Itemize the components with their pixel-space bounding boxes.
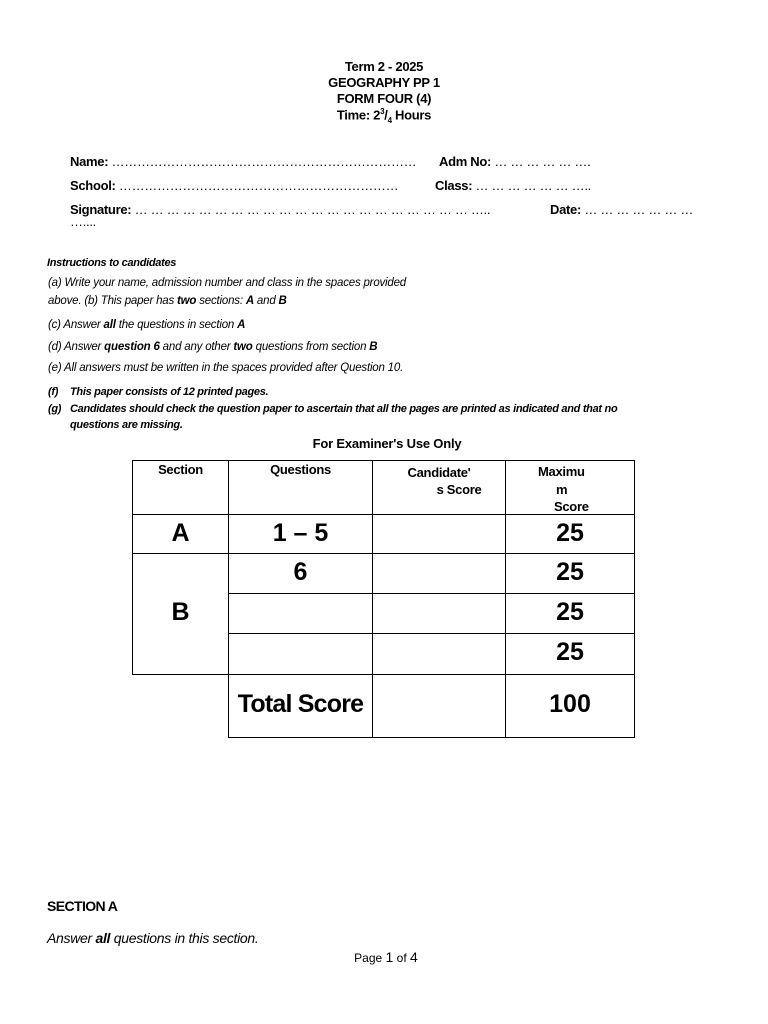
header-candidate-line1: Candidate' [407,465,471,480]
header-section: Section [158,462,203,477]
date-dots: … … … … … … … [581,202,694,217]
instruction-f-text: This paper consists of 12 printed pages. [70,386,269,398]
row-b-section: B [171,598,190,626]
examiner-table-title: For Examiner's Use Only [312,436,462,451]
exam-form: FORM FOUR (4) [336,91,432,106]
table-line [132,674,635,675]
table-line [132,553,635,554]
row-b-questions: 6 [293,558,308,586]
instruction-g-line2: questions are missing. [70,419,183,431]
time-suffix: Hours [391,107,432,123]
d-mid2: questions from section [252,341,370,353]
c-mid: the questions in section [115,319,238,331]
d-bold-b: B [369,341,378,353]
c-bold-all: all [103,319,116,331]
section-a-instruction [47,930,258,946]
header-max-line1: Maximu [538,464,585,479]
time-sup: 3 [380,107,385,116]
instruction-a-line1: (a) Write your name, admission number and class in the spaces provided [48,277,407,289]
a2-mid: sections: [196,295,246,307]
date-field[interactable] [550,202,693,217]
a2-bold-two: two [177,295,197,307]
table-line [228,633,635,634]
table-line [228,593,635,594]
class-label: Class: [435,178,473,193]
a2-bold-b: B [278,295,287,307]
name-field[interactable] [70,154,416,169]
of-label: of [393,951,411,965]
a2-and: and [253,295,279,307]
table-line [132,514,635,515]
name-dots: ……………………………………………………………… [108,154,417,169]
table-line [132,460,635,461]
instruction-f-label: (f) [48,386,59,398]
d-mid: and any other [159,341,234,353]
header-questions: Questions [270,462,331,477]
total-pages: 4 [410,949,418,965]
section-a-instr-post: questions in this section. [110,930,259,946]
signature-label: Signature: [70,202,132,217]
c-pre: (c) Answer [48,319,104,331]
signature-field[interactable] [70,202,490,217]
section-a-heading: SECTION A [47,898,118,914]
d-bold-question6: question 6 [104,341,160,353]
total-score-max: 100 [549,690,591,718]
page-footer [0,949,768,965]
row-b-max: 25 [556,558,584,586]
instruction-a-line2 [48,295,287,307]
header-max-line3: Score [554,499,589,514]
total-score-label: Total Score [237,690,364,718]
adm-dots: … … … … … …. [491,154,591,169]
row-4-max: 25 [556,638,584,666]
time-slash: / [384,107,388,123]
instruction-e: (e) All answers must be written in the spaces provided after Question 10. [48,362,404,374]
date-label: Date: [550,202,582,217]
signature-dots: … … … … … … … … … … … … … … … … … … … … … ….. [131,202,491,217]
section-a-instr-pre: Answer [47,930,96,946]
school-field[interactable] [70,178,398,193]
table-line [132,460,133,675]
school-dots: ………………………………………………………… [115,178,399,193]
class-dots: … … … … … … ….. [472,178,591,193]
exam-time [0,107,768,125]
name-label: Name: [70,154,109,169]
page-number: 1 [385,949,394,965]
instruction-c [48,319,245,331]
header-candidate-line2: s Score [436,482,482,497]
d-bold-two: two [233,341,253,353]
row-a-section: A [171,519,190,547]
instructions-heading: Instructions to candidates [47,257,177,269]
c-bold-a: A [237,319,246,331]
page-label: Page [354,951,386,965]
instruction-g-line1: Candidates should check the question paper to ascertain that all the pages are printed as indicated and that no [70,403,618,415]
instruction-d [48,341,377,353]
d-pre: (d) Answer [48,341,105,353]
school-label: School: [70,178,116,193]
section-a-instr-bold: all [95,930,111,946]
instruction-g-label: (g) [48,403,62,415]
adm-label: Adm No: [439,154,492,169]
row-a-questions: 1 – 5 [272,519,329,547]
exam-term: Term 2 - 2025 [344,59,424,74]
header-max-line2: m [556,482,568,497]
row-3-max: 25 [556,598,584,626]
adm-field[interactable] [439,154,590,169]
class-field[interactable] [435,178,591,193]
time-prefix: Time: 2 [336,107,381,123]
a2-bold-a: A [245,295,254,307]
row-a-max: 25 [556,519,584,547]
a2-pre: above. (b) This paper has [48,295,178,307]
date-dots-continued: ….... [70,214,96,229]
time-sub: 4 [387,115,392,125]
table-line [228,737,635,738]
exam-subject: GEOGRAPHY PP 1 [328,75,440,90]
